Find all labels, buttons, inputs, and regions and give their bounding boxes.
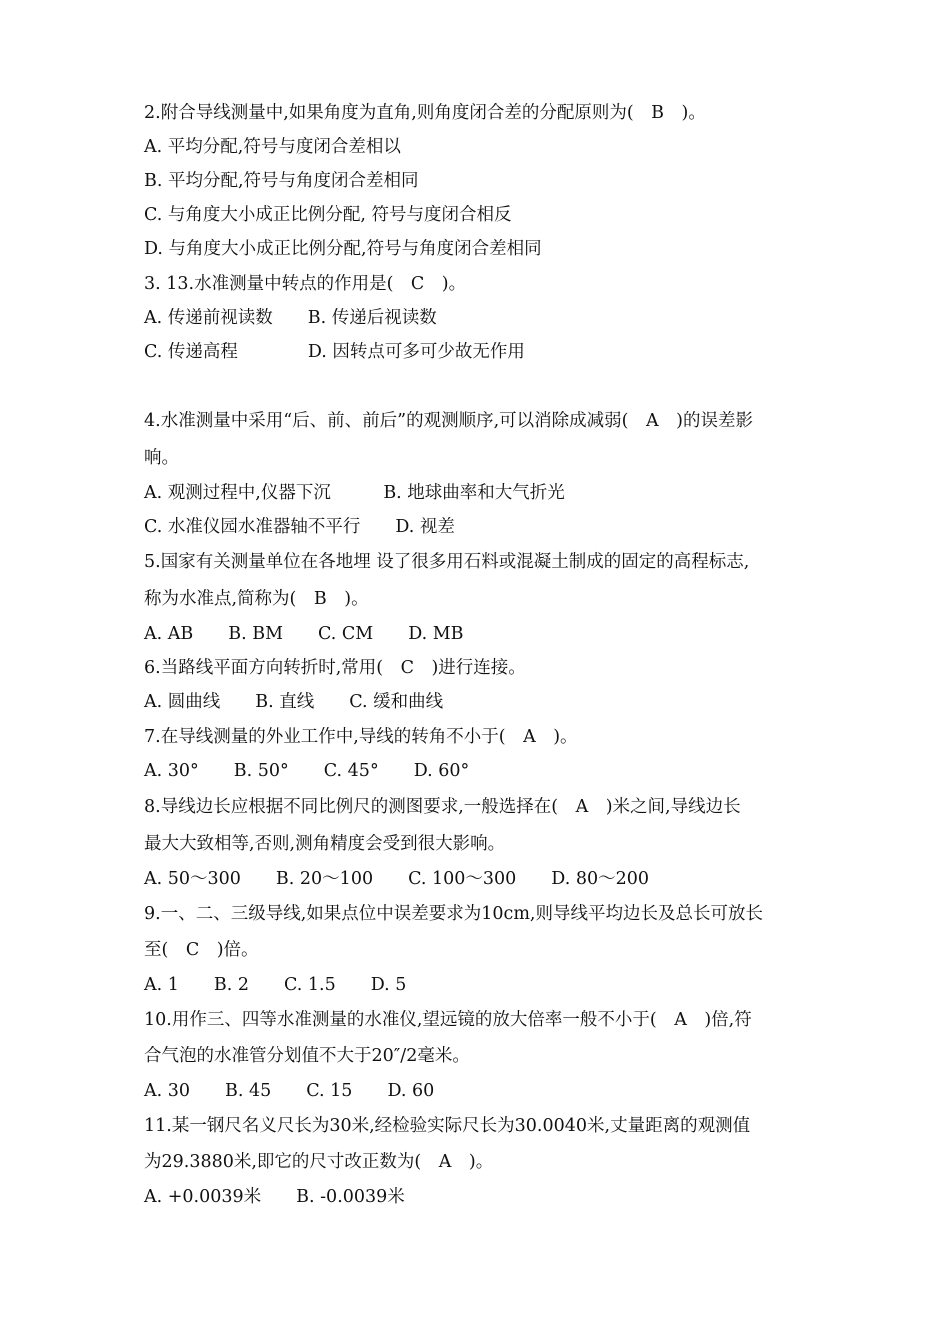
question-2-option-d: D. 与角度大小成正比例分配,符号与角度闭合差相同 [144, 239, 542, 259]
question-2-option-a: A. 平均分配,符号与度闭合差相以 [144, 137, 401, 157]
question-10-stem: 10.用作三、四等水准测量的水准仪,望远镜的放大倍率一般不小于( A )倍,符 [144, 1010, 752, 1030]
question-11-stem: 11.某一钢尺名义尺长为30米,经检验实际尺长为30.0040米,丈量距离的观测值 [144, 1116, 751, 1136]
question-6-stem: 6.当路线平面方向转折时,常用( C )进行连接。 [144, 658, 526, 678]
question-7-options: A. 30° B. 50° C. 45° D. 60° [144, 761, 470, 781]
question-2-option-b: B. 平均分配,符号与角度闭合差相同 [144, 171, 419, 191]
question-4-options-cd: C. 水准仪园水准器轴不平行 D. 视差 [144, 517, 455, 537]
question-8-options: A. 50～300 B. 20～100 C. 100～300 D. 80～200 [144, 869, 649, 889]
question-5-stem: 5.国家有关测量单位在各地埋 设了很多用石料或混凝土制成的固定的高程标志, [144, 552, 750, 572]
question-5-stem-cont: 称为水准点,简称为( B )。 [144, 589, 369, 609]
question-2-option-c: C. 与角度大小成正比例分配, 符号与度闭合相反 [144, 205, 512, 225]
question-3-stem: 3. 13.水准测量中转点的作用是( C )。 [144, 274, 467, 294]
question-10-options: A. 30 B. 45 C. 15 D. 60 [144, 1081, 435, 1101]
question-9-options: A. 1 B. 2 C. 1.5 D. 5 [144, 975, 407, 995]
question-3-options-ab: A. 传递前视读数 B. 传递后视读数 [144, 308, 437, 328]
question-8-stem-cont: 最大大致相等,否则,测角精度会受到很大影响。 [144, 834, 506, 854]
question-4-options-ab: A. 观测过程中,仪器下沉 B. 地球曲率和大气折光 [144, 483, 565, 503]
question-10-stem-cont: 合气泡的水准管分划值不大于20″/2毫米。 [144, 1046, 470, 1066]
question-8-stem: 8.导线边长应根据不同比例尺的测图要求,一般选择在( A )米之间,导线边长 [144, 797, 741, 817]
question-3-options-cd: C. 传递高程 D. 因转点可多可少故无作用 [144, 342, 525, 362]
question-11-options: A. +0.0039米 B. -0.0039米 [144, 1187, 405, 1207]
question-11-stem-cont: 为29.3880米,即它的尺寸改正数为( A )。 [144, 1152, 494, 1172]
question-7-stem: 7.在导线测量的外业工作中,导线的转角不小于( A )。 [144, 727, 578, 747]
question-5-options: A. AB B. BM C. CM D. MB [144, 624, 464, 644]
question-4-stem: 4.水准测量中采用“后、前、前后”的观测顺序,可以消除成减弱( A )的误差影 [144, 411, 753, 431]
question-9-stem-cont: 至( C )倍。 [144, 940, 259, 960]
question-9-stem: 9.一、二、三级导线,如果点位中误差要求为10cm,则导线平均边长及总长可放长 [144, 904, 763, 924]
question-2-stem: 2.附合导线测量中,如果角度为直角,则角度闭合差的分配原则为( B )。 [144, 103, 706, 123]
question-6-options: A. 圆曲线 B. 直线 C. 缓和曲线 [144, 692, 444, 712]
question-4-stem-cont: 响。 [144, 448, 179, 468]
